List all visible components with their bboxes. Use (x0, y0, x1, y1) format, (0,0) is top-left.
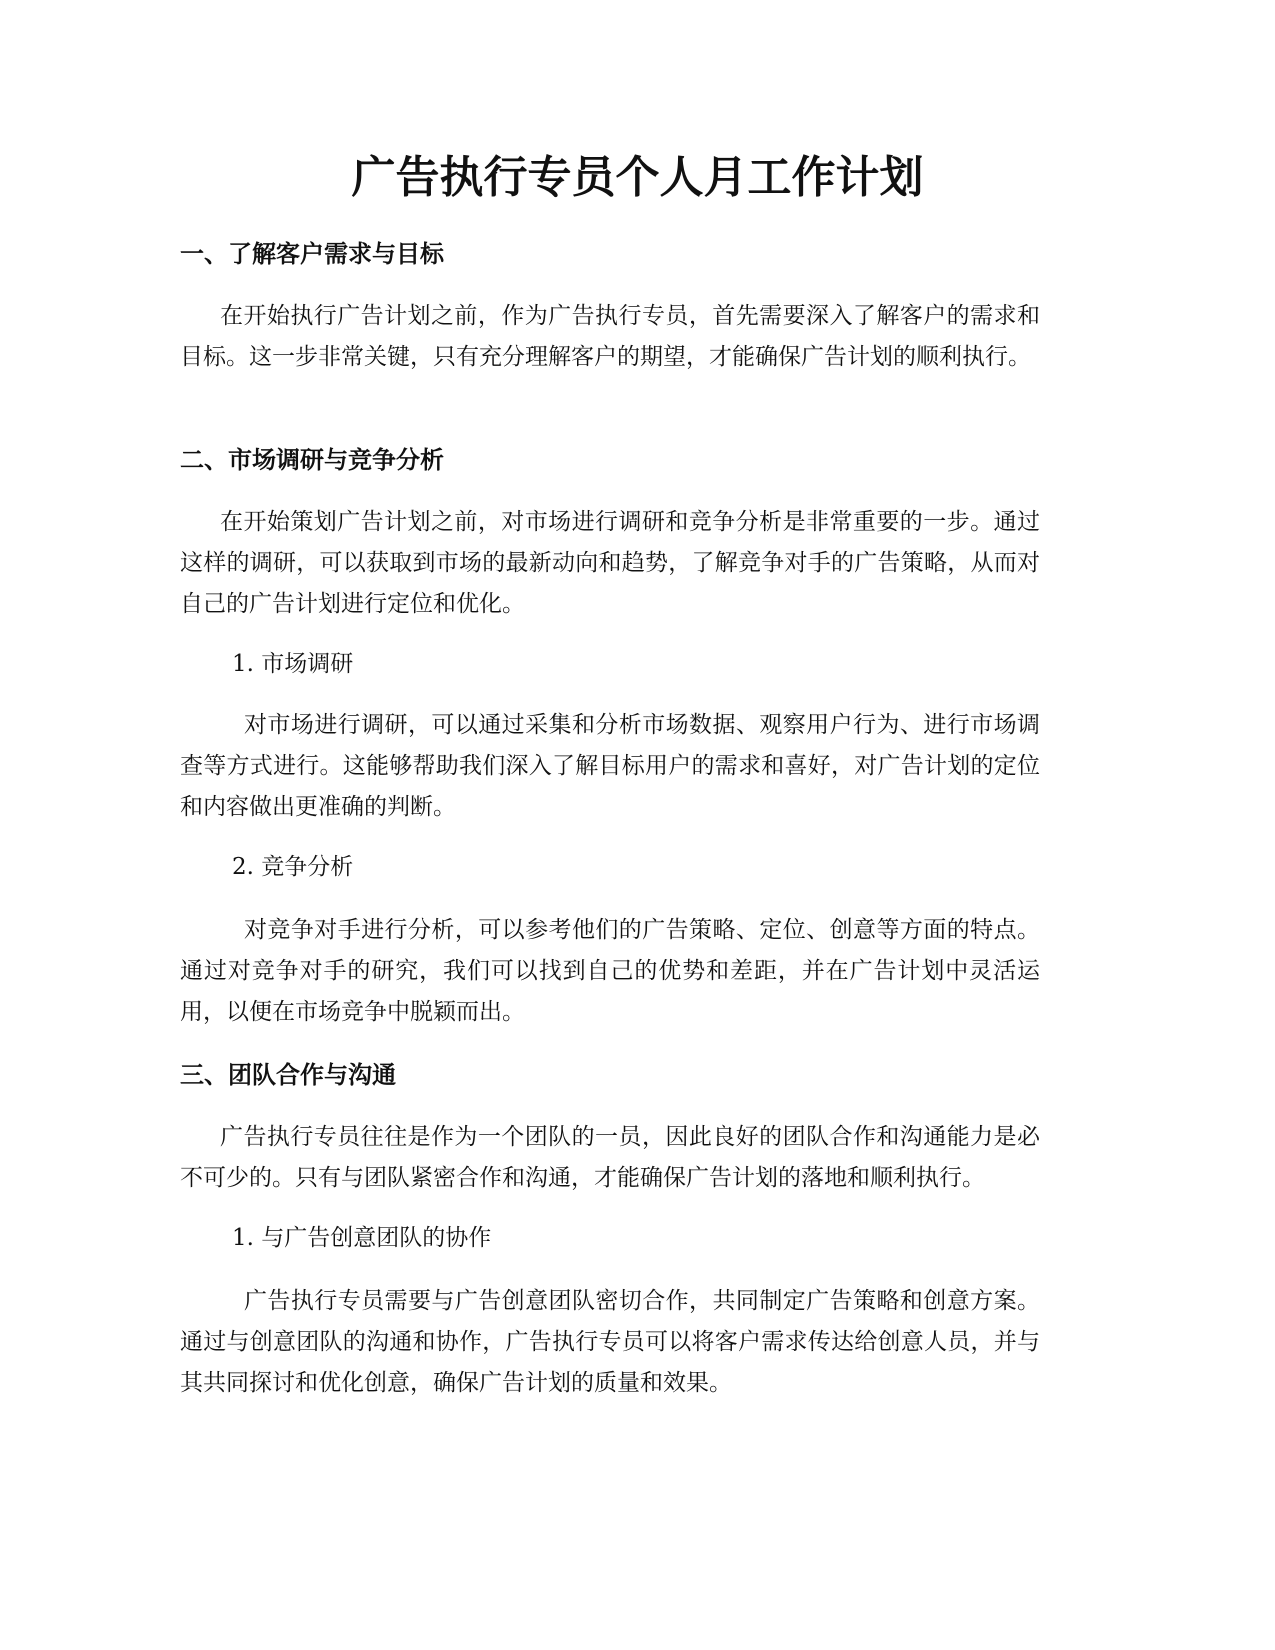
section-3-paragraph: 广告执行专员往往是作为一个团队的一员，因此良好的团队合作和沟通能力是必不可少的。只有与团队紧密合作和沟通，才能确保广告计划的落地和顺利执行。 (180, 1124, 1040, 1191)
document-title: 广告执行专员个人月工作计划 (351, 152, 924, 203)
section-2-sub-2-paragraph: 对竞争对手进行分析，可以参考他们的广告策略、定位、创意等方面的特点。通过对竞争对手的研究，我们可以找到自己的优势和差距，并在广告计划中灵活运用，以便在市场竞争中脱颖而出。 (180, 917, 1040, 1025)
section-1-heading: 一、了解客户需求与目标 (180, 240, 444, 268)
section-2-sub-2-label: 2. 竞争分析 (232, 854, 354, 880)
section-3-sub-1-label: 1. 与广告创意团队的协作 (232, 1225, 492, 1251)
section-1-paragraph: 在开始执行广告计划之前，作为广告执行专员，首先需要深入了解客户的需求和目标。这一步非常关键，只有充分理解客户的期望，才能确保广告计划的顺利执行。 (180, 303, 1040, 370)
section-2-paragraph: 在开始策划广告计划之前，对市场进行调研和竞争分析是非常重要的一步。通过这样的调研，可以获取到市场的最新动向和趋势，了解竞争对手的广告策略，从而对自己的广告计划进行定位和优化。 (180, 509, 1040, 617)
section-2-sub-1-paragraph: 对市场进行调研，可以通过采集和分析市场数据、观察用户行为、进行市场调查等方式进行。这能够帮助我们深入了解目标用户的需求和喜好，对广告计划的定位和内容做出更准确的判断。 (180, 712, 1040, 820)
section-3-heading: 三、团队合作与沟通 (180, 1061, 396, 1089)
section-3-sub-1-paragraph: 广告执行专员需要与广告创意团队密切合作，共同制定广告策略和创意方案。通过与创意团队的沟通和协作，广告执行专员可以将客户需求传达给创意人员，并与其共同探讨和优化创意，确保广告计划的质量和效果。 (180, 1288, 1040, 1396)
section-2-heading: 二、市场调研与竞争分析 (180, 446, 444, 474)
section-2-sub-1-label: 1. 市场调研 (232, 651, 354, 677)
